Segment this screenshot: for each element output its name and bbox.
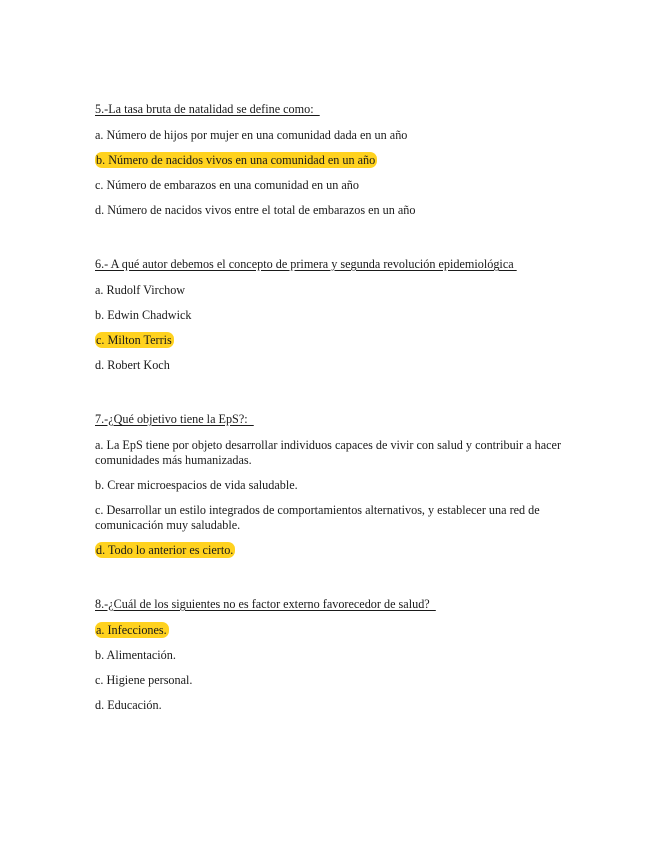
option-a (95, 128, 565, 143)
question-5 (95, 102, 565, 218)
option-text: a. Rudolf Virchow (95, 283, 186, 297)
option-c (95, 178, 565, 193)
option-a (95, 438, 565, 468)
option-a (95, 283, 565, 298)
question-7 (95, 412, 565, 558)
question-6 (95, 257, 565, 373)
option-b (95, 478, 565, 493)
option-text: d. Robert Koch (95, 358, 170, 372)
highlighted-answer: d. Todo lo anterior es cierto. (96, 543, 234, 557)
option-text: d. Número de nacidos vivos entre el total de embarazos en un año (95, 203, 416, 217)
highlighted-answer: a. Infecciones. (96, 623, 167, 637)
question-title: 6.- A qué autor debemos el concepto de primera y segunda revolución epidemiológica (95, 257, 517, 271)
question-title: 7.-¿Qué objetivo tiene la EpS?: (95, 412, 254, 426)
option-b (95, 308, 565, 323)
option-text: c. Higiene personal. (95, 673, 193, 687)
option-a (95, 623, 565, 638)
option-text: a. La EpS tiene por objeto desarrollar individuos capaces de vivir con salud y contribuir a hacer comunidades más humanizadas. (95, 438, 562, 467)
highlighted-answer: c. Milton Terris (96, 333, 172, 347)
option-d (95, 543, 565, 558)
option-d (95, 698, 565, 713)
option-b (95, 153, 565, 168)
question-title: 5.-La tasa bruta de natalidad se define como: (95, 102, 320, 116)
option-d (95, 358, 565, 373)
option-text: b. Alimentación. (95, 648, 176, 662)
option-text: c. Número de embarazos en una comunidad en un año (95, 178, 359, 192)
option-c (95, 333, 565, 348)
option-text: c. Desarrollar un estilo integrados de comportamientos alternativos, y establecer una red de comunicación muy saludable. (95, 503, 540, 532)
option-text: a. Número de hijos por mujer en una comunidad dada en un año (95, 128, 408, 142)
option-b (95, 648, 565, 663)
option-text: b. Edwin Chadwick (95, 308, 192, 322)
option-c (95, 503, 565, 533)
option-d (95, 203, 565, 218)
document-page (95, 102, 565, 723)
question-title: 8.-¿Cuál de los siguientes no es factor externo favorecedor de salud? (95, 597, 436, 611)
question-8 (95, 597, 565, 713)
option-c (95, 673, 565, 688)
option-text: d. Educación. (95, 698, 162, 712)
highlighted-answer: b. Número de nacidos vivos en una comunidad en un año (96, 153, 376, 167)
option-text: b. Crear microespacios de vida saludable. (95, 478, 298, 492)
